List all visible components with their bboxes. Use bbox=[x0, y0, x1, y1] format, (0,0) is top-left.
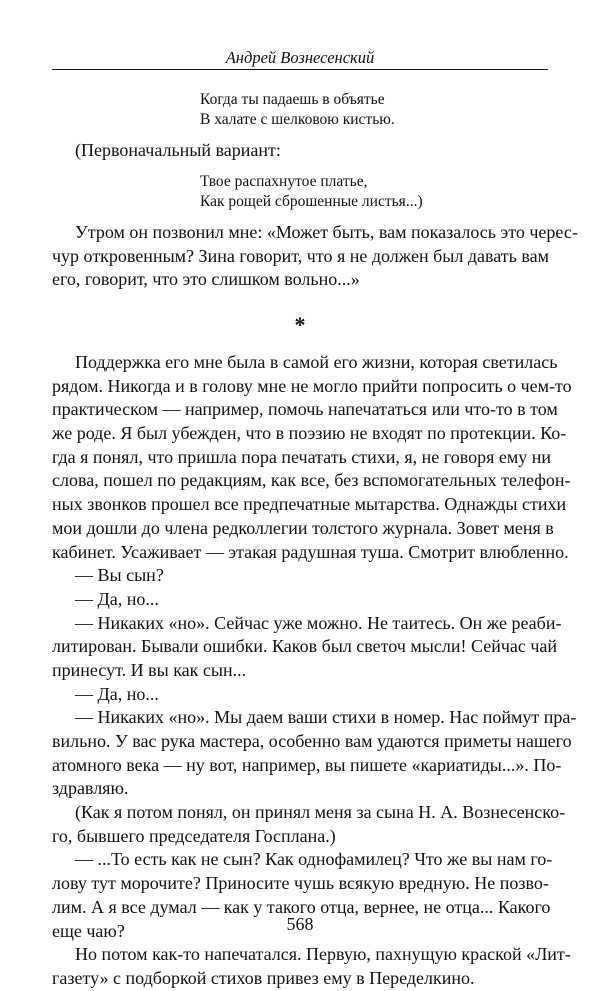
text-line: литирован. Бывали ошибки. Каков был светоч мысли! Сейчас чай bbox=[52, 636, 558, 657]
dialogue-line: — Да, но... bbox=[75, 588, 159, 609]
dialogue-line: — Вы сын? bbox=[75, 565, 164, 586]
text-line: атомного века — ну вот, например, вы пишете «кариатиды...». По- bbox=[52, 754, 562, 775]
text-line: Но потом как-то напечатался. Первую, пахнущую краской «Лит- bbox=[75, 944, 571, 965]
header-rule bbox=[52, 69, 548, 70]
section-separator: * bbox=[294, 312, 306, 337]
text-line: газету» с подборкой стихов привез ему в Переделкино. bbox=[52, 967, 475, 988]
text-line: мои дошли до члена редколлегии толстого журнала. Зовет меня в bbox=[52, 517, 554, 538]
verse-line: Как рощей сброшенные листья...) bbox=[200, 193, 423, 210]
variant-label: (Первоначальный вариант: bbox=[75, 140, 281, 160]
text-line: здравляю. bbox=[52, 778, 129, 799]
dialogue-line: — Никаких «но». Сейчас уже можно. Не таитесь. Он же реаби- bbox=[75, 612, 562, 633]
text-line: чур откровенным? Зина говорит, что я не должен был давать вам bbox=[52, 245, 549, 266]
text-line: (Как я потом понял, он принял меня за сына Н. А. Вознесенско- bbox=[75, 802, 566, 823]
text-line: же роде. Я был убежден, что в поэзию не входят по протекции. Ко- bbox=[52, 423, 567, 444]
paragraph-phone-call bbox=[52, 221, 578, 292]
verse-quote bbox=[200, 90, 395, 130]
dialogue-line: — ...То есть как не сын? Как однофамилец? Что же вы нам го- bbox=[75, 849, 553, 870]
text-line: гда я понял, что пришла пора печатать стихи, я, не говоря ему ни bbox=[52, 446, 552, 467]
text-line: лову тут морочите? Приносите чушь всякую вредную. Не позво- bbox=[52, 873, 549, 894]
text-line: его, говорит, что это слишком вольно...» bbox=[52, 269, 360, 290]
text-line: Утром он позвонил мне: «Может быть, вам показалось это черес- bbox=[75, 222, 578, 242]
text-line: слова, пошел по редакциям, как все, без вспомогательных телефон- bbox=[52, 470, 571, 491]
text-line: лим. А я все думал — как у такого отца, вернее, не отца... Какого bbox=[52, 896, 551, 917]
text-line: принесут. И вы как сын... bbox=[52, 659, 247, 680]
text-line: вильно. У вас рука мастера, особенно вам удаются приметы нашего bbox=[52, 731, 572, 751]
running-head: Андрей Вознесенский bbox=[225, 48, 375, 67]
verse-line: Когда ты падаешь в объятье bbox=[200, 91, 385, 108]
verse-line: Твое распахнутое платье, bbox=[200, 173, 368, 190]
text-line: го, бывшего председателя Госплана.) bbox=[52, 825, 336, 846]
dialogue-line: — Никаких «но». Мы даем ваши стихи в номер. Нас поймут пра- bbox=[75, 707, 577, 728]
verse-line: В халате с шелковою кистью. bbox=[200, 111, 395, 128]
text-line: ных звонков прошел все предпечатные мытарства. Однажды стихи bbox=[52, 494, 567, 515]
verse-variant bbox=[200, 172, 423, 212]
text-line: практическом — например, помочь напечататься или что-то в том bbox=[52, 399, 558, 420]
dialogue-line: — Да, но... bbox=[75, 683, 159, 704]
text-line: кабинет. Усаживает — этакая радушная туша. Смотрит влюбленно. bbox=[52, 541, 569, 562]
body-text bbox=[52, 351, 577, 991]
text-line: рядом. Никогда и в голову мне не могло прийти попросить о чем-то bbox=[52, 375, 572, 396]
text-line: еще чаю? bbox=[52, 920, 125, 941]
page-number: 568 bbox=[286, 914, 314, 934]
text-line: Поддержка его мне была в самой его жизни, которая светилась bbox=[75, 352, 558, 372]
